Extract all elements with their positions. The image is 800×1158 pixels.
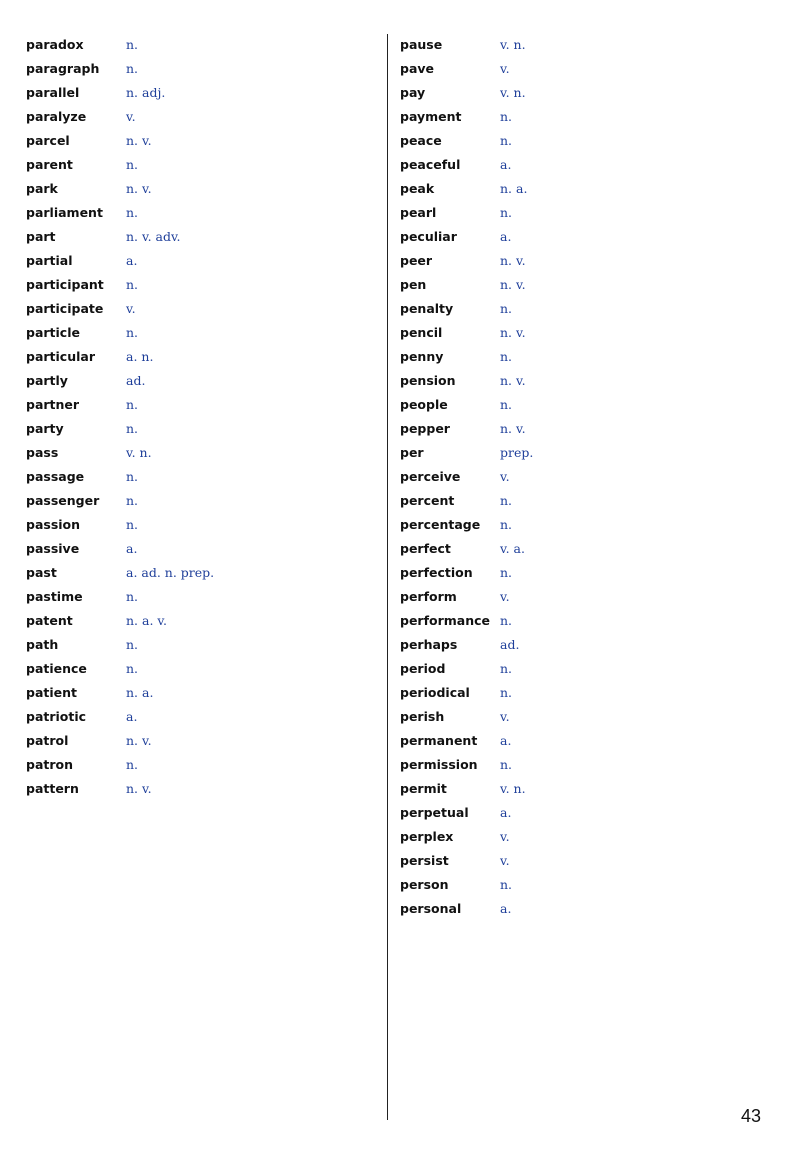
headword: pension <box>400 373 456 388</box>
definition: a. ad. n. prep. <box>126 565 215 580</box>
dictionary-entry <box>26 108 388 126</box>
headword: payment <box>400 109 462 124</box>
definition: a. <box>500 733 512 748</box>
headword: person <box>400 877 449 892</box>
dictionary-entry <box>26 660 388 678</box>
dictionary-entry <box>26 180 388 198</box>
headword: perfect <box>400 541 451 556</box>
definition: n. <box>500 661 513 676</box>
headword: period <box>400 661 446 676</box>
dictionary-entry <box>400 540 762 558</box>
definition: n. <box>500 349 513 364</box>
dictionary-entry <box>400 372 762 390</box>
definition: n. v. <box>126 133 152 148</box>
dictionary-entry <box>400 132 762 150</box>
dictionary-entry <box>400 108 762 126</box>
definition: prep. <box>500 445 534 460</box>
dictionary-entry <box>26 420 388 438</box>
headword: per <box>400 445 424 460</box>
headword: patriotic <box>26 709 87 724</box>
headword: periodical <box>400 685 470 700</box>
definition: a. <box>126 253 138 268</box>
dictionary-entry <box>26 708 388 726</box>
dictionary-entry <box>26 204 388 222</box>
definition: n. v. <box>500 277 526 292</box>
headword: peace <box>400 133 442 148</box>
dictionary-entry <box>26 612 388 630</box>
definition: n. v. adv. <box>126 229 181 244</box>
definition: n. <box>500 133 513 148</box>
dictionary-entry <box>26 228 388 246</box>
dictionary-entry <box>400 516 762 534</box>
definition: n. <box>500 205 513 220</box>
dictionary-entry <box>400 636 762 654</box>
dictionary-entry <box>400 732 762 750</box>
right-column <box>400 36 762 924</box>
dictionary-entry <box>400 156 762 174</box>
dictionary-entry <box>400 228 762 246</box>
definition: n. <box>500 565 513 580</box>
definition: n. <box>126 589 139 604</box>
definition: v. <box>126 301 136 316</box>
headword: participant <box>26 277 104 292</box>
definition: n. <box>126 661 139 676</box>
definition: n. v. <box>126 733 152 748</box>
definition: n. <box>500 877 513 892</box>
dictionary-entry <box>26 444 388 462</box>
definition: a. <box>126 541 138 556</box>
definition: a. n. <box>126 349 154 364</box>
headword: passenger <box>26 493 100 508</box>
dictionary-entry <box>400 588 762 606</box>
column-divider <box>387 34 388 1120</box>
definition: n. <box>126 37 139 52</box>
headword: paralyze <box>26 109 87 124</box>
definition: n. v. <box>126 781 152 796</box>
headword: peaceful <box>400 157 461 172</box>
headword: perish <box>400 709 445 724</box>
headword: passion <box>26 517 81 532</box>
headword: passive <box>26 541 80 556</box>
definition: n. v. <box>500 373 526 388</box>
dictionary-entry <box>400 876 762 894</box>
dictionary-entry <box>400 180 762 198</box>
headword: patient <box>26 685 77 700</box>
headword: perceive <box>400 469 461 484</box>
definition: n. <box>126 61 139 76</box>
dictionary-entry <box>400 708 762 726</box>
definition: v. <box>500 469 510 484</box>
headword: pencil <box>400 325 443 340</box>
headword: penalty <box>400 301 454 316</box>
dictionary-entry <box>400 60 762 78</box>
dictionary-entry <box>26 468 388 486</box>
dictionary-entry <box>400 852 762 870</box>
definition: n. <box>126 637 139 652</box>
definition: v. <box>500 829 510 844</box>
dictionary-entry <box>26 396 388 414</box>
headword: park <box>26 181 58 196</box>
definition: n. <box>500 613 513 628</box>
dictionary-entry <box>400 324 762 342</box>
headword: past <box>26 565 57 580</box>
dictionary-entry <box>26 684 388 702</box>
headword: particular <box>26 349 96 364</box>
headword: passage <box>26 469 85 484</box>
dictionary-entry <box>400 780 762 798</box>
dictionary-entry <box>26 492 388 510</box>
headword: particle <box>26 325 80 340</box>
headword: pattern <box>26 781 79 796</box>
definition: n. a. <box>500 181 528 196</box>
dictionary-entry <box>400 348 762 366</box>
definition: n. <box>500 757 513 772</box>
dictionary-entry <box>26 516 388 534</box>
definition: v. <box>500 853 510 868</box>
headword: permanent <box>400 733 478 748</box>
headword: patron <box>26 757 74 772</box>
headword: peculiar <box>400 229 457 244</box>
headword: personal <box>400 901 462 916</box>
dictionary-entry <box>400 36 762 54</box>
headword: patience <box>26 661 87 676</box>
headword: permit <box>400 781 447 796</box>
definition: n. <box>126 277 139 292</box>
headword: pen <box>400 277 427 292</box>
dictionary-entry <box>26 132 388 150</box>
headword: partly <box>26 373 68 388</box>
definition: v. n. <box>500 37 526 52</box>
dictionary-entry <box>26 372 388 390</box>
dictionary-entry <box>400 612 762 630</box>
headword: percentage <box>400 517 481 532</box>
left-column <box>26 36 388 804</box>
dictionary-entry <box>26 156 388 174</box>
dictionary-entry <box>26 540 388 558</box>
definition: n. adj. <box>126 85 166 100</box>
definition: n. <box>126 517 139 532</box>
definition: n. <box>126 325 139 340</box>
dictionary-entry <box>400 276 762 294</box>
definition: v. a. <box>500 541 525 556</box>
headword: patrol <box>26 733 69 748</box>
headword: percent <box>400 493 455 508</box>
dictionary-entry <box>400 444 762 462</box>
definition: v. <box>500 61 510 76</box>
dictionary-entry <box>26 756 388 774</box>
dictionary-entry <box>26 348 388 366</box>
definition: n. <box>126 469 139 484</box>
dictionary-entry <box>26 588 388 606</box>
headword: pearl <box>400 205 437 220</box>
headword: pay <box>400 85 426 100</box>
definition: n. v. <box>500 253 526 268</box>
dictionary-entry <box>26 780 388 798</box>
headword: perfection <box>400 565 473 580</box>
dictionary-entry <box>400 804 762 822</box>
dictionary-entry <box>400 300 762 318</box>
dictionary-entry <box>26 564 388 582</box>
dictionary-entry <box>400 492 762 510</box>
definition: v. n. <box>500 781 526 796</box>
headword: pepper <box>400 421 450 436</box>
headword: perplex <box>400 829 454 844</box>
definition: n. <box>500 109 513 124</box>
definition: n. v. <box>126 181 152 196</box>
headword: parcel <box>26 133 70 148</box>
headword: parallel <box>26 85 80 100</box>
definition: v. n. <box>500 85 526 100</box>
definition: n. <box>500 493 513 508</box>
definition: v. <box>500 589 510 604</box>
headword: people <box>400 397 448 412</box>
dictionary-entry <box>400 252 762 270</box>
headword: perpetual <box>400 805 469 820</box>
definition: a. <box>500 901 512 916</box>
headword: pause <box>400 37 443 52</box>
definition: n. <box>126 157 139 172</box>
definition: n. <box>500 685 513 700</box>
definition: n. <box>126 205 139 220</box>
dictionary-entry <box>400 900 762 918</box>
headword: party <box>26 421 64 436</box>
headword: performance <box>400 613 491 628</box>
definition: a. <box>500 229 512 244</box>
headword: parliament <box>26 205 103 220</box>
headword: paradox <box>26 37 84 52</box>
headword: paragraph <box>26 61 100 76</box>
dictionary-entry <box>26 60 388 78</box>
definition: a. <box>126 709 138 724</box>
headword: partial <box>26 253 73 268</box>
dictionary-entry <box>400 660 762 678</box>
definition: a. <box>500 805 512 820</box>
dictionary-entry <box>26 324 388 342</box>
headword: participate <box>26 301 104 316</box>
definition: n. a. <box>126 685 154 700</box>
headword: part <box>26 229 56 244</box>
headword: peak <box>400 181 435 196</box>
definition: n. <box>126 757 139 772</box>
definition: n. v. <box>500 325 526 340</box>
headword: parent <box>26 157 73 172</box>
dictionary-entry <box>400 468 762 486</box>
dictionary-entry <box>400 684 762 702</box>
definition: n. <box>500 517 513 532</box>
definition: ad. <box>126 373 146 388</box>
definition: n. <box>126 493 139 508</box>
headword: pass <box>26 445 59 460</box>
headword: persist <box>400 853 449 868</box>
definition: a. <box>500 157 512 172</box>
dictionary-entry <box>400 204 762 222</box>
definition: v. <box>126 109 136 124</box>
definition: n. a. v. <box>126 613 167 628</box>
definition: n. <box>126 421 139 436</box>
dictionary-entry <box>26 84 388 102</box>
definition: v. n. <box>126 445 152 460</box>
definition: v. <box>500 709 510 724</box>
definition: n. <box>126 397 139 412</box>
headword: pave <box>400 61 435 76</box>
headword: perhaps <box>400 637 458 652</box>
headword: patent <box>26 613 73 628</box>
headword: permission <box>400 757 478 772</box>
dictionary-entry <box>400 420 762 438</box>
dictionary-entry <box>26 252 388 270</box>
definition: n. <box>500 397 513 412</box>
dictionary-entry <box>400 756 762 774</box>
headword: peer <box>400 253 433 268</box>
headword: pastime <box>26 589 83 604</box>
headword: path <box>26 637 59 652</box>
dictionary-entry <box>400 396 762 414</box>
dictionary-entry <box>400 84 762 102</box>
headword: partner <box>26 397 80 412</box>
dictionary-entry <box>26 636 388 654</box>
headword: penny <box>400 349 444 364</box>
dictionary-entry <box>26 36 388 54</box>
definition: n. v. <box>500 421 526 436</box>
headword: perform <box>400 589 457 604</box>
page-number: 43 <box>741 1106 762 1126</box>
definition: ad. <box>500 637 520 652</box>
dictionary-entry <box>26 732 388 750</box>
dictionary-entry <box>400 828 762 846</box>
dictionary-entry <box>26 276 388 294</box>
definition: n. <box>500 301 513 316</box>
dictionary-entry <box>400 564 762 582</box>
dictionary-entry <box>26 300 388 318</box>
